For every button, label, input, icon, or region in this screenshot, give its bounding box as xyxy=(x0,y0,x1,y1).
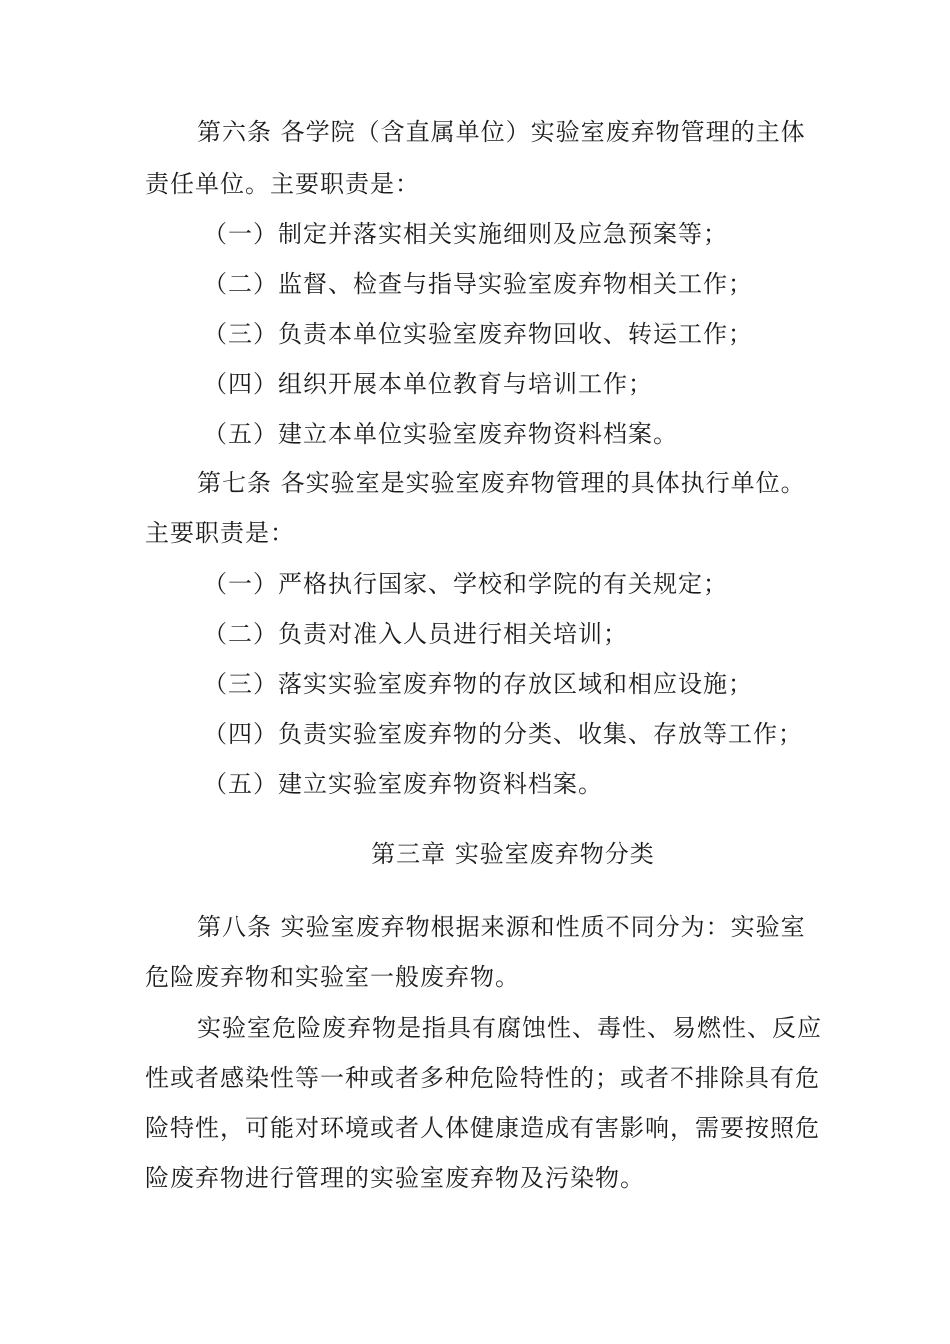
article-6-item-1: （一）制定并落实相关实施细则及应急预案等； xyxy=(203,220,728,248)
article-8-line-2: 危险废弃物和实验室一般废弃物。 xyxy=(145,963,520,991)
article-6-line-1: 第六条 各学院（含直属单位）实验室废弃物管理的主体 xyxy=(197,118,806,146)
hazardous-definition-line-3: 险特性，可能对环境或者人体健康造成有害影响，需要按照危 xyxy=(145,1114,820,1142)
hazardous-definition-line-4: 险废弃物进行管理的实验室废弃物及污染物。 xyxy=(145,1164,645,1192)
chapter-3-heading: 第三章 实验室废弃物分类 xyxy=(371,840,655,868)
article-7-item-1: （一）严格执行国家、学校和学院的有关规定； xyxy=(203,570,728,598)
article-7-line-2: 主要职责是： xyxy=(145,519,295,547)
article-6-line-2: 责任单位。主要职责是： xyxy=(145,170,420,198)
article-8-line-1: 第八条 实验室废弃物根据来源和性质不同分为：实验室 xyxy=(197,913,806,941)
article-7-item-5: （五）建立实验室废弃物资料档案。 xyxy=(203,770,603,798)
article-7-line-1: 第七条 各实验室是实验室废弃物管理的具体执行单位。 xyxy=(197,469,806,497)
article-7-item-2: （二）负责对准入人员进行相关培训； xyxy=(203,620,628,648)
hazardous-definition-line-1: 实验室危险废弃物是指具有腐蚀性、毒性、易燃性、反应 xyxy=(197,1014,822,1042)
article-6-item-5: （五）建立本单位实验室废弃物资料档案。 xyxy=(203,420,678,448)
article-7-item-4: （四）负责实验室废弃物的分类、收集、存放等工作； xyxy=(203,720,803,748)
hazardous-definition-line-2: 性或者感染性等一种或者多种危险特性的；或者不排除具有危 xyxy=(145,1064,820,1092)
article-6-item-4: （四）组织开展本单位教育与培训工作； xyxy=(203,370,653,398)
article-7-item-3: （三）落实实验室废弃物的存放区域和相应设施； xyxy=(203,670,753,698)
article-6-item-2: （二）监督、检查与指导实验室废弃物相关工作； xyxy=(203,270,753,298)
article-6-item-3: （三）负责本单位实验室废弃物回收、转运工作； xyxy=(203,320,753,348)
